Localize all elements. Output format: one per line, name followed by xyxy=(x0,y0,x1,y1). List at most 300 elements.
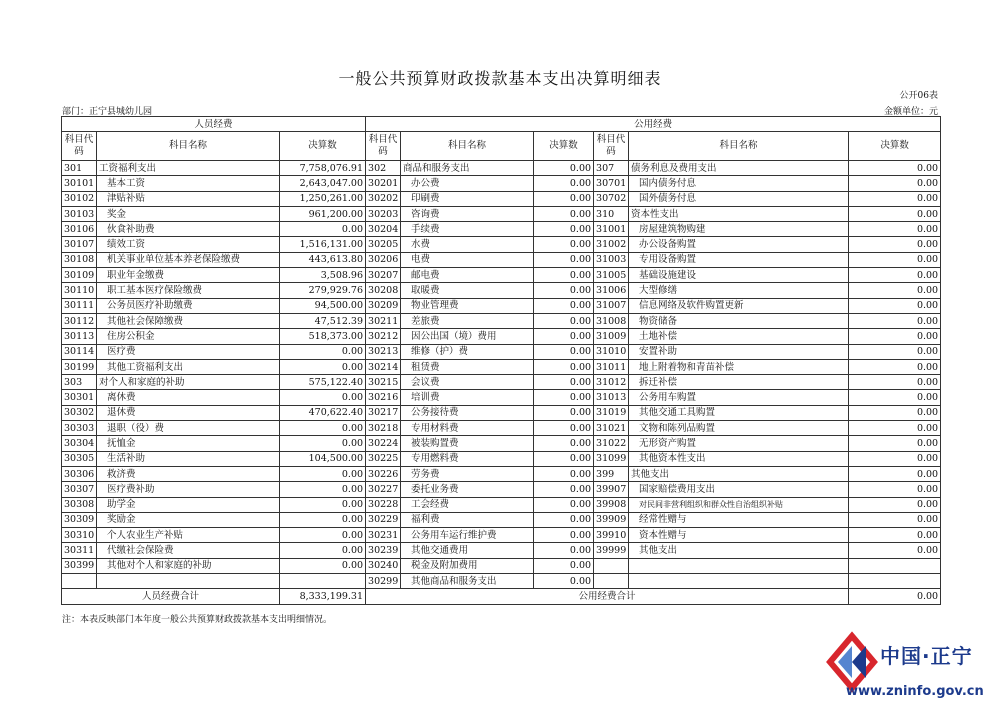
personnel-group-header: 人员经费 xyxy=(62,117,366,132)
subject-name-cell: 代缴社会保险费 xyxy=(97,543,280,558)
amount-cell: 0.00 xyxy=(534,252,594,267)
table-row xyxy=(62,237,941,252)
subject-code-cell: 303 xyxy=(62,375,97,390)
subject-name-cell: 医疗费补助 xyxy=(97,482,280,497)
table-row xyxy=(62,359,941,374)
amount-cell: 0.00 xyxy=(849,176,941,191)
amount-cell: 0.00 xyxy=(280,436,366,451)
subject-name-cell: 救济费 xyxy=(97,466,280,481)
subject-name-cell: 拆迁补偿 xyxy=(629,375,849,390)
subject-code-cell: 30209 xyxy=(366,298,401,313)
table-footnote: 注：本表反映部门本年度一般公共预算财政拨款基本支出明细情况。 xyxy=(62,615,333,625)
subject-name-cell: 大型修缮 xyxy=(629,283,849,298)
table-row xyxy=(62,574,941,589)
subject-name-cell: 基础设施建设 xyxy=(629,268,849,283)
subject-name-cell: 奖励金 xyxy=(97,512,280,527)
subject-code-cell: 39910 xyxy=(594,528,629,543)
subject-code-cell: 31021 xyxy=(594,421,629,436)
watermark-url: www.zninfo.gov.cn xyxy=(846,684,984,699)
subject-name-cell: 资本性赠与 xyxy=(629,528,849,543)
amount-cell: 0.00 xyxy=(534,359,594,374)
amount-cell: 0.00 xyxy=(534,497,594,512)
amount-cell: 575,122.40 xyxy=(280,375,366,390)
subject-name-cell: 信息网络及软件购置更新 xyxy=(629,298,849,313)
subject-code-cell: 31011 xyxy=(594,359,629,374)
amount-cell: 0.00 xyxy=(280,359,366,374)
subject-code-cell: 31009 xyxy=(594,329,629,344)
amount-cell: 0.00 xyxy=(849,313,941,328)
table-row xyxy=(62,161,941,176)
subject-code-cell: 39999 xyxy=(594,543,629,558)
table-row xyxy=(62,405,941,420)
amount-cell: 0.00 xyxy=(534,436,594,451)
subject-name-cell: 其他支出 xyxy=(629,466,849,481)
amount-unit-label: 金额单位：元 xyxy=(883,107,938,117)
amount-cell: 0.00 xyxy=(280,543,366,558)
table-row xyxy=(62,528,941,543)
subject-name-cell: 专用材料费 xyxy=(401,421,534,436)
subject-code-cell: 30229 xyxy=(366,512,401,527)
subject-code-cell: 30106 xyxy=(62,222,97,237)
subject-code-cell xyxy=(594,558,629,573)
subject-name-cell: 福利费 xyxy=(401,512,534,527)
subject-name-cell: 商品和服务支出 xyxy=(401,161,534,176)
amount-cell xyxy=(280,574,366,589)
subject-name-cell: 住房公积金 xyxy=(97,329,280,344)
subject-code-cell: 30239 xyxy=(366,543,401,558)
subject-name-cell: 电费 xyxy=(401,252,534,267)
subject-code-cell: 30102 xyxy=(62,191,97,206)
subject-name-cell: 医疗费 xyxy=(97,344,280,359)
subject-name-cell: 基本工资 xyxy=(97,176,280,191)
amount-cell: 0.00 xyxy=(849,344,941,359)
table-row xyxy=(62,313,941,328)
amount-cell: 0.00 xyxy=(534,206,594,221)
subject-name-cell: 债务利息及费用支出 xyxy=(629,161,849,176)
subject-code-cell: 30108 xyxy=(62,252,97,267)
table-row xyxy=(62,543,941,558)
subject-name-cell: 差旅费 xyxy=(401,313,534,328)
subject-name-cell: 工资福利支出 xyxy=(97,161,280,176)
table-row xyxy=(62,390,941,405)
subject-code-cell: 30101 xyxy=(62,176,97,191)
subject-code-cell: 31007 xyxy=(594,298,629,313)
subject-code-cell: 30207 xyxy=(366,268,401,283)
subject-code-cell: 31003 xyxy=(594,252,629,267)
personnel-total-label: 人员经费合计 xyxy=(62,589,280,604)
table-row xyxy=(62,283,941,298)
amount-cell: 0.00 xyxy=(280,344,366,359)
subject-name-cell: 助学金 xyxy=(97,497,280,512)
amount-cell: 0.00 xyxy=(849,466,941,481)
subject-name-cell: 离休费 xyxy=(97,390,280,405)
subject-code-cell: 39907 xyxy=(594,482,629,497)
subject-code-cell: 30206 xyxy=(366,252,401,267)
table-row xyxy=(62,436,941,451)
subject-name-cell xyxy=(97,574,280,589)
subject-name-cell: 培训费 xyxy=(401,390,534,405)
subject-name-cell: 资本性支出 xyxy=(629,206,849,221)
subject-name-cell: 公务用车运行维护费 xyxy=(401,528,534,543)
amount-cell: 0.00 xyxy=(534,329,594,344)
subject-name-cell: 物资储备 xyxy=(629,313,849,328)
amount-cell: 0.00 xyxy=(534,161,594,176)
subject-code-cell: 399 xyxy=(594,466,629,481)
amount-cell: 0.00 xyxy=(280,390,366,405)
subject-name-cell: 津贴补贴 xyxy=(97,191,280,206)
subject-code-cell: 31001 xyxy=(594,222,629,237)
subject-code-cell: 30307 xyxy=(62,482,97,497)
subject-name-cell: 劳务费 xyxy=(401,466,534,481)
amount-cell: 0.00 xyxy=(849,390,941,405)
subject-name-cell: 专用设备购置 xyxy=(629,252,849,267)
column-header-code: 科目代码 xyxy=(366,132,401,161)
subject-code-cell: 30301 xyxy=(62,390,97,405)
subject-code-cell: 30112 xyxy=(62,313,97,328)
amount-cell: 0.00 xyxy=(534,313,594,328)
amount-cell xyxy=(849,574,941,589)
table-row xyxy=(62,268,941,283)
subject-code-cell: 307 xyxy=(594,161,629,176)
subject-code-cell: 30399 xyxy=(62,558,97,573)
subject-code-cell: 30227 xyxy=(366,482,401,497)
amount-cell: 0.00 xyxy=(280,558,366,573)
amount-cell: 104,500.00 xyxy=(280,451,366,466)
amount-cell: 0.00 xyxy=(280,466,366,481)
amount-cell: 0.00 xyxy=(849,359,941,374)
amount-cell: 0.00 xyxy=(849,497,941,512)
amount-cell: 1,516,131.00 xyxy=(280,237,366,252)
amount-cell: 0.00 xyxy=(849,237,941,252)
subject-name-cell: 地上附着物和青苗补偿 xyxy=(629,359,849,374)
subject-code-cell: 31022 xyxy=(594,436,629,451)
public-total-label: 公用经费合计 xyxy=(366,589,849,604)
subject-name-cell: 国家赔偿费用支出 xyxy=(629,482,849,497)
subject-code-cell: 30109 xyxy=(62,268,97,283)
amount-cell: 0.00 xyxy=(534,558,594,573)
subject-code-cell: 30217 xyxy=(366,405,401,420)
amount-cell: 0.00 xyxy=(534,451,594,466)
subject-code-cell: 31099 xyxy=(594,451,629,466)
subject-name-cell: 水费 xyxy=(401,237,534,252)
subject-name-cell: 对民间非营利组织和群众性自治组织补贴 xyxy=(629,497,849,512)
subject-code-cell: 302 xyxy=(366,161,401,176)
subject-name-cell: 职业年金缴费 xyxy=(97,268,280,283)
subject-code-cell: 30308 xyxy=(62,497,97,512)
table-row xyxy=(62,298,941,313)
subject-code-cell: 30306 xyxy=(62,466,97,481)
table-row xyxy=(62,558,941,573)
subject-code-cell: 30208 xyxy=(366,283,401,298)
subject-code-cell: 30212 xyxy=(366,329,401,344)
public-group-header: 公用经费 xyxy=(366,117,941,132)
subject-code-cell: 30211 xyxy=(366,313,401,328)
subject-name-cell: 无形资产购置 xyxy=(629,436,849,451)
subject-name-cell: 奖金 xyxy=(97,206,280,221)
subject-name-cell: 抚恤金 xyxy=(97,436,280,451)
subject-name-cell: 其他工资福利支出 xyxy=(97,359,280,374)
subject-name-cell: 其他商品和服务支出 xyxy=(401,574,534,589)
amount-cell: 0.00 xyxy=(534,466,594,481)
subject-name-cell: 职工基本医疗保险缴费 xyxy=(97,283,280,298)
subject-code-cell: 30215 xyxy=(366,375,401,390)
amount-cell: 0.00 xyxy=(534,405,594,420)
subject-code-cell: 30205 xyxy=(366,237,401,252)
subject-code-cell: 30204 xyxy=(366,222,401,237)
amount-cell: 0.00 xyxy=(280,528,366,543)
amount-cell: 0.00 xyxy=(534,344,594,359)
column-header-code: 科目代码 xyxy=(62,132,97,161)
table-row xyxy=(62,252,941,267)
amount-cell: 0.00 xyxy=(849,252,941,267)
table-row xyxy=(62,482,941,497)
subject-code-cell: 31008 xyxy=(594,313,629,328)
subject-code-cell: 31010 xyxy=(594,344,629,359)
subject-name-cell: 被装购置费 xyxy=(401,436,534,451)
subject-code-cell: 30111 xyxy=(62,298,97,313)
amount-cell: 0.00 xyxy=(280,421,366,436)
form-number: 公开06表 xyxy=(899,91,938,101)
amount-cell: 0.00 xyxy=(849,298,941,313)
amount-cell: 279,929.76 xyxy=(280,283,366,298)
subject-name-cell: 机关事业单位基本养老保险缴费 xyxy=(97,252,280,267)
amount-cell: 0.00 xyxy=(534,390,594,405)
subject-code-cell xyxy=(62,574,97,589)
subject-name-cell: 其他社会保障缴费 xyxy=(97,313,280,328)
public-total-value: 0.00 xyxy=(849,589,941,604)
amount-cell: 0.00 xyxy=(280,497,366,512)
amount-cell: 2,643,047.00 xyxy=(280,176,366,191)
subject-code-cell: 31019 xyxy=(594,405,629,420)
table-row xyxy=(62,191,941,206)
column-header-amount: 决算数 xyxy=(534,132,594,161)
subject-name-cell: 邮电费 xyxy=(401,268,534,283)
subject-name-cell: 税金及附加费用 xyxy=(401,558,534,573)
subject-name-cell: 手续费 xyxy=(401,222,534,237)
amount-cell: 0.00 xyxy=(534,222,594,237)
amount-cell: 0.00 xyxy=(849,436,941,451)
subject-name-cell: 公务用车购置 xyxy=(629,390,849,405)
subject-code-cell: 30110 xyxy=(62,283,97,298)
subject-name-cell: 土地补偿 xyxy=(629,329,849,344)
subject-code-cell: 310 xyxy=(594,206,629,221)
subject-code-cell: 301 xyxy=(62,161,97,176)
amount-cell: 0.00 xyxy=(849,375,941,390)
subject-code-cell: 30299 xyxy=(366,574,401,589)
watermark-text: 中国·正宁 xyxy=(880,644,973,668)
subject-name-cell: 租赁费 xyxy=(401,359,534,374)
amount-cell: 0.00 xyxy=(849,451,941,466)
subject-code-cell: 30199 xyxy=(62,359,97,374)
subject-code-cell: 30231 xyxy=(366,528,401,543)
amount-cell: 0.00 xyxy=(849,482,941,497)
subject-code-cell: 30107 xyxy=(62,237,97,252)
amount-cell: 0.00 xyxy=(849,206,941,221)
amount-cell: 94,500.00 xyxy=(280,298,366,313)
subject-code-cell: 30228 xyxy=(366,497,401,512)
table-row xyxy=(62,176,941,191)
subject-name-cell: 其他支出 xyxy=(629,543,849,558)
amount-cell: 0.00 xyxy=(849,543,941,558)
table-row xyxy=(62,451,941,466)
subject-code-cell: 30304 xyxy=(62,436,97,451)
amount-cell: 961,200.00 xyxy=(280,206,366,221)
subject-code-cell: 39908 xyxy=(594,497,629,512)
subject-code-cell: 30701 xyxy=(594,176,629,191)
table-row xyxy=(62,421,941,436)
subject-name-cell: 个人农业生产补贴 xyxy=(97,528,280,543)
amount-cell: 3,508.96 xyxy=(280,268,366,283)
amount-cell: 0.00 xyxy=(849,268,941,283)
amount-cell: 0.00 xyxy=(849,329,941,344)
subject-code-cell: 30114 xyxy=(62,344,97,359)
expenditure-detail-table xyxy=(61,116,941,605)
subject-name-cell: 经常性赠与 xyxy=(629,512,849,527)
amount-cell: 0.00 xyxy=(280,222,366,237)
amount-cell xyxy=(849,558,941,573)
department-label: 部门：正宁县城幼儿园 xyxy=(62,107,153,117)
amount-cell: 0.00 xyxy=(280,512,366,527)
subject-name-cell: 公务接待费 xyxy=(401,405,534,420)
subject-code-cell xyxy=(594,574,629,589)
subject-name-cell: 伙食补助费 xyxy=(97,222,280,237)
table-row xyxy=(62,344,941,359)
amount-cell: 0.00 xyxy=(534,298,594,313)
amount-cell: 0.00 xyxy=(849,222,941,237)
amount-cell: 518,373.00 xyxy=(280,329,366,344)
subject-name-cell: 安置补助 xyxy=(629,344,849,359)
amount-cell: 443,613.80 xyxy=(280,252,366,267)
subject-code-cell: 30240 xyxy=(366,558,401,573)
subject-name-cell: 物业管理费 xyxy=(401,298,534,313)
column-header-amount: 决算数 xyxy=(280,132,366,161)
subject-code-cell: 31005 xyxy=(594,268,629,283)
subject-code-cell: 30226 xyxy=(366,466,401,481)
subject-name-cell: 退休费 xyxy=(97,405,280,420)
subject-name-cell: 绩效工资 xyxy=(97,237,280,252)
subject-code-cell: 30216 xyxy=(366,390,401,405)
table-row xyxy=(62,375,941,390)
subject-code-cell: 31002 xyxy=(594,237,629,252)
amount-cell: 0.00 xyxy=(280,482,366,497)
subject-name-cell xyxy=(629,558,849,573)
amount-cell: 7,758,076.91 xyxy=(280,161,366,176)
subject-name-cell: 生活补助 xyxy=(97,451,280,466)
column-header-name: 科目名称 xyxy=(97,132,280,161)
subject-name-cell: 工会经费 xyxy=(401,497,534,512)
amount-cell: 0.00 xyxy=(534,268,594,283)
amount-cell: 0.00 xyxy=(534,176,594,191)
subject-name-cell: 对个人和家庭的补助 xyxy=(97,375,280,390)
subject-code-cell: 31013 xyxy=(594,390,629,405)
subject-code-cell: 30203 xyxy=(366,206,401,221)
personnel-total-value: 8,333,199.31 xyxy=(280,589,366,604)
subject-code-cell: 30309 xyxy=(62,512,97,527)
subject-name-cell: 办公费 xyxy=(401,176,534,191)
subject-code-cell: 30218 xyxy=(366,421,401,436)
subject-code-cell: 30303 xyxy=(62,421,97,436)
table-row xyxy=(62,206,941,221)
subject-code-cell: 31006 xyxy=(594,283,629,298)
subject-code-cell: 30302 xyxy=(62,405,97,420)
column-header-code: 科目代码 xyxy=(594,132,629,161)
subject-name-cell: 退职（役）费 xyxy=(97,421,280,436)
subject-code-cell: 31012 xyxy=(594,375,629,390)
amount-cell: 0.00 xyxy=(849,528,941,543)
amount-cell: 0.00 xyxy=(534,421,594,436)
subject-code-cell: 30201 xyxy=(366,176,401,191)
subject-name-cell: 其他交通费用 xyxy=(401,543,534,558)
amount-cell: 0.00 xyxy=(849,512,941,527)
amount-cell: 0.00 xyxy=(849,161,941,176)
amount-cell: 1,250,261.00 xyxy=(280,191,366,206)
table-row xyxy=(62,466,941,481)
amount-cell: 0.00 xyxy=(534,237,594,252)
amount-cell: 47,512.39 xyxy=(280,313,366,328)
subject-code-cell: 30213 xyxy=(366,344,401,359)
subject-name-cell: 取暖费 xyxy=(401,283,534,298)
subject-code-cell: 39909 xyxy=(594,512,629,527)
subject-name-cell: 因公出国（境）费用 xyxy=(401,329,534,344)
column-header-name: 科目名称 xyxy=(401,132,534,161)
subject-name-cell xyxy=(629,574,849,589)
subject-name-cell: 维修（护）费 xyxy=(401,344,534,359)
amount-cell: 0.00 xyxy=(849,191,941,206)
amount-cell: 0.00 xyxy=(849,283,941,298)
subject-name-cell: 其他资本性支出 xyxy=(629,451,849,466)
table-row xyxy=(62,497,941,512)
subject-name-cell: 公务员医疗补助缴费 xyxy=(97,298,280,313)
amount-cell: 0.00 xyxy=(534,375,594,390)
subject-name-cell: 委托业务费 xyxy=(401,482,534,497)
subject-name-cell: 办公设备购置 xyxy=(629,237,849,252)
subject-name-cell: 国内债务付息 xyxy=(629,176,849,191)
subject-code-cell: 30113 xyxy=(62,329,97,344)
amount-cell: 0.00 xyxy=(534,191,594,206)
table-row xyxy=(62,222,941,237)
amount-cell: 0.00 xyxy=(534,543,594,558)
amount-cell: 0.00 xyxy=(534,283,594,298)
amount-cell: 0.00 xyxy=(534,528,594,543)
subject-code-cell: 30202 xyxy=(366,191,401,206)
subject-code-cell: 30702 xyxy=(594,191,629,206)
subject-code-cell: 30311 xyxy=(62,543,97,558)
amount-cell: 0.00 xyxy=(849,421,941,436)
page-title: 一般公共预算财政拨款基本支出决算明细表 xyxy=(338,69,662,88)
subject-name-cell: 房屋建筑物购建 xyxy=(629,222,849,237)
subject-name-cell: 会议费 xyxy=(401,375,534,390)
amount-cell: 0.00 xyxy=(534,512,594,527)
subject-name-cell: 专用燃料费 xyxy=(401,451,534,466)
amount-cell: 0.00 xyxy=(849,405,941,420)
subject-name-cell: 文物和陈列品购置 xyxy=(629,421,849,436)
table-row xyxy=(62,512,941,527)
subject-code-cell: 30224 xyxy=(366,436,401,451)
subject-name-cell: 印刷费 xyxy=(401,191,534,206)
subject-code-cell: 30310 xyxy=(62,528,97,543)
subject-name-cell: 其他交通工具购置 xyxy=(629,405,849,420)
amount-cell: 0.00 xyxy=(534,482,594,497)
subject-code-cell: 30305 xyxy=(62,451,97,466)
subject-code-cell: 30103 xyxy=(62,206,97,221)
subject-code-cell: 30214 xyxy=(366,359,401,374)
subject-name-cell: 国外债务付息 xyxy=(629,191,849,206)
column-header-amount: 决算数 xyxy=(849,132,941,161)
subject-code-cell: 30225 xyxy=(366,451,401,466)
table-row xyxy=(62,329,941,344)
amount-cell: 470,622.40 xyxy=(280,405,366,420)
column-header-name: 科目名称 xyxy=(629,132,849,161)
